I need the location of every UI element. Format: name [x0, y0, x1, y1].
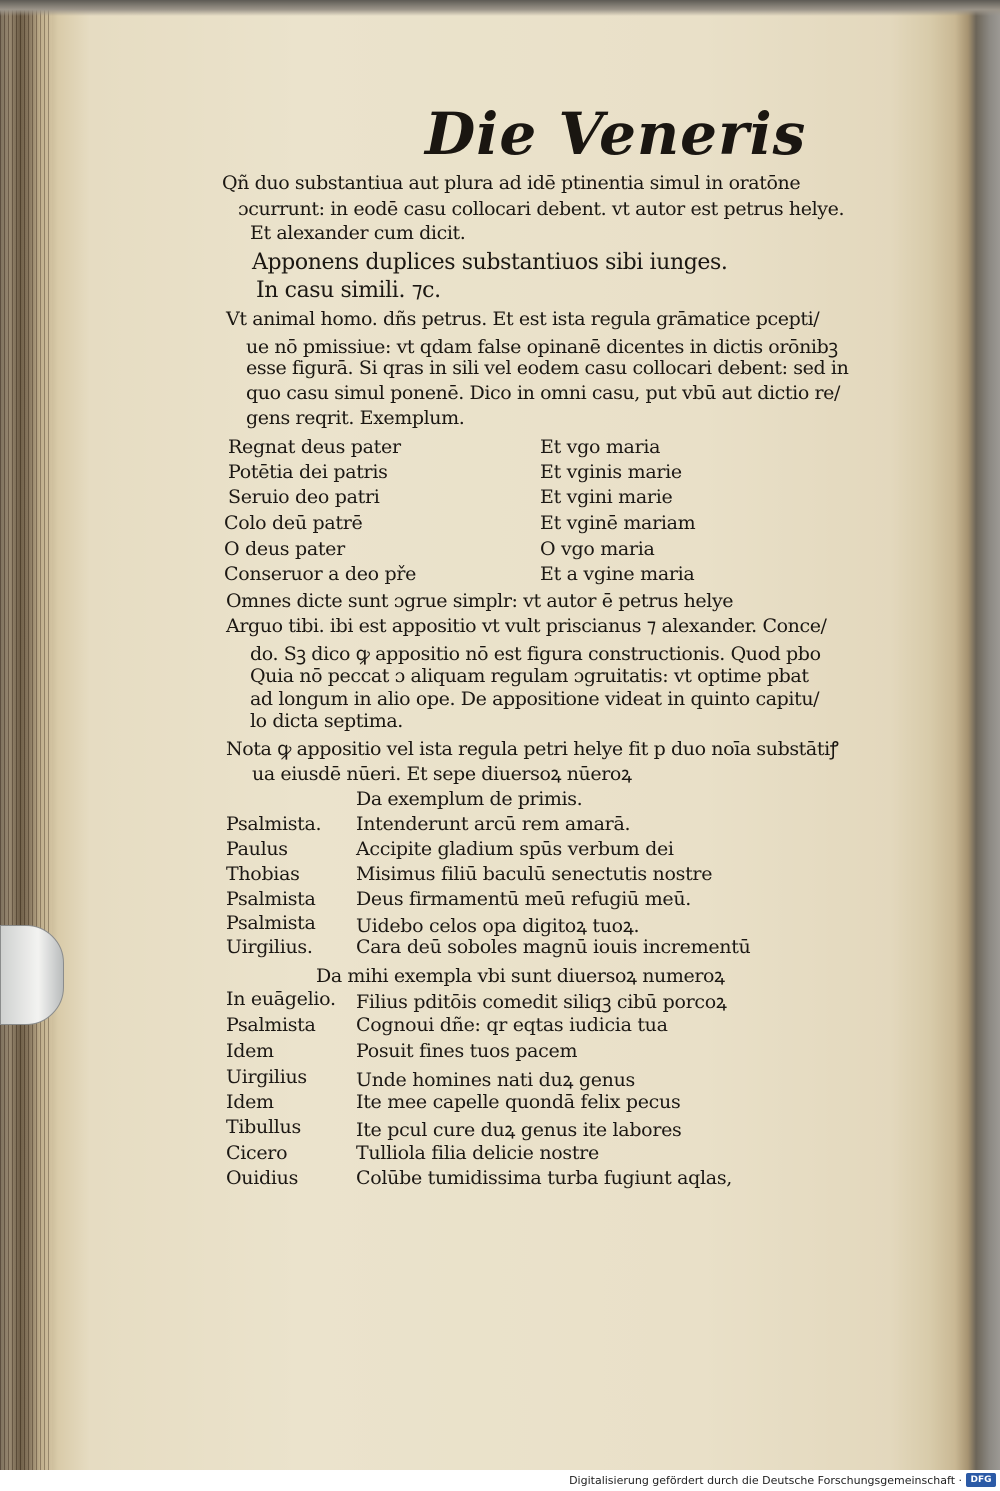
paradigm-right: Et vginē mariam: [540, 512, 696, 534]
text-line: Et alexander cum dicit.: [250, 222, 466, 244]
paradigm-right: Et vgo maria: [540, 436, 661, 458]
quotation: Posuit fines tuos pacem: [356, 1040, 578, 1062]
subheading: Da mihi exempla vbi sunt diuersoꝝ numeroꝝ: [316, 965, 725, 987]
text-line: Qñ duo substantiua aut plura ad idē ptinentia simul in oratōne: [222, 172, 801, 194]
author-name: Ouidius: [226, 1167, 299, 1189]
text-line: Vt animal homo. dñs petrus. Et est ista regula grāmatice pcepti/: [226, 308, 820, 330]
verse-line: In casu simili. ⁊c.: [256, 278, 441, 303]
footer-credit: Digitalisierung gefördert durch die Deutsche Forschungsgemeinschaft ·: [569, 1474, 962, 1487]
text-line: lo dicta septima.: [250, 710, 403, 732]
running-title: Die Veneris: [425, 100, 807, 168]
page-clip: [0, 925, 64, 1025]
paradigm-left: O deus pater: [224, 538, 345, 560]
text-line: Omnes dicte sunt ɔgrue simplr: vt autor ē petrus helye: [226, 590, 734, 612]
quotation: Cara deū soboles magnū iouis incrementū: [356, 936, 751, 958]
dfg-logo: DFG: [966, 1473, 996, 1487]
book-page-edges: [0, 0, 52, 1470]
quotation: Deus firmamentū meū refugiū meū.: [356, 888, 692, 910]
author-name: Idem: [226, 1091, 274, 1113]
author-name: Tibullus: [226, 1116, 301, 1138]
text-line: ue nō pmissiue: vt qdam false opinanē dicentes in dictis orōnibꝫ: [246, 336, 838, 358]
quotation: Ite pcul cure duꝝ genus ite labores: [356, 1119, 682, 1141]
paradigm-left: Regnat deus pater: [228, 436, 401, 458]
page-top-shadow: [0, 0, 1000, 16]
author-name: Uirgilius.: [226, 936, 313, 958]
text-line: Nota ꝙ appositio vel ista regula petri helye fit p duo noīa substātiꝭ: [226, 738, 839, 760]
quotation: Misimus filiū baculū senectutis nostre: [356, 863, 713, 885]
quotation: Colūbe tumidissima turba fugiunt aqlas,: [356, 1167, 733, 1189]
quotation: Unde homines nati duꝝ genus: [356, 1069, 636, 1091]
author-name: Psalmista: [226, 1014, 316, 1036]
author-name: Cicero: [226, 1142, 288, 1164]
text-line: Arguo tibi. ibi est appositio vt vult priscianus ⁊ alexander. Conce/: [226, 615, 827, 637]
quotation: Filius pditōis comedit siliqꝫ cibū porcoꝝ: [356, 991, 727, 1013]
text-line: ɔcurrunt: in eodē casu collocari debent. vt autor est petrus helye.: [238, 198, 845, 220]
paradigm-left: Colo deū patrē: [224, 512, 363, 534]
text-line: do. Sꝫ dico ꝙ appositio nō est figura constructionis. Quod pbo: [250, 643, 821, 665]
quotation: Intenderunt arcū rem amarā.: [356, 813, 631, 835]
text-line: ua eiusdē nūeri. Et sepe diuersoꝝ nūeroꝝ: [252, 763, 632, 785]
quotation: Ite mee capelle quondā felix pecus: [356, 1091, 681, 1113]
author-name: Uirgilius: [226, 1066, 307, 1088]
author-name: Paulus: [226, 838, 288, 860]
text-line: gens reqrit. Exemplum.: [246, 407, 465, 429]
paradigm-right: Et a vgine maria: [540, 563, 695, 585]
quotation: Cognoui dñe: qr eqtas iudicia tua: [356, 1014, 668, 1036]
author-name: Idem: [226, 1040, 274, 1062]
paradigm-left: Seruio deo patri: [228, 486, 380, 508]
quotation: Tulliola filia delicie nostre: [356, 1142, 599, 1164]
paradigm-right: Et vginis marie: [540, 461, 682, 483]
quotation: Uidebo celos opa digitoꝝ tuoꝝ.: [356, 915, 640, 937]
paradigm-right: O vgo maria: [540, 538, 655, 560]
text-line: esse figurā. Si qras in sili vel eodem casu collocari debent: sed in: [246, 357, 849, 379]
paradigm-left: Conseruor a deo pře: [224, 563, 417, 585]
author-name: Psalmista.: [226, 813, 322, 835]
text-line: ad longum in alio ope. De appositione videat in quinto capitu/: [250, 688, 820, 710]
paradigm-left: Potētia dei patris: [228, 461, 388, 483]
text-line: quo casu simul ponenē. Dico in omni casu, put vbū aut dictio re/: [246, 382, 841, 404]
footer-bar: [0, 1470, 1000, 1491]
quotation: Accipite gladium spūs verbum dei: [356, 838, 674, 860]
paradigm-right: Et vgini marie: [540, 486, 673, 508]
author-name: In euāgelio.: [226, 988, 336, 1010]
verse-line: Apponens duplices substantiuos sibi iunges.: [252, 250, 728, 275]
author-name: Thobias: [226, 863, 300, 885]
text-line: Quia nō peccat ɔ aliquam regulam ɔgruitatis: vt optime pbat: [250, 665, 809, 687]
text-line: Da exemplum de primis.: [356, 788, 583, 810]
author-name: Psalmista: [226, 888, 316, 910]
author-name: Psalmista: [226, 912, 316, 934]
